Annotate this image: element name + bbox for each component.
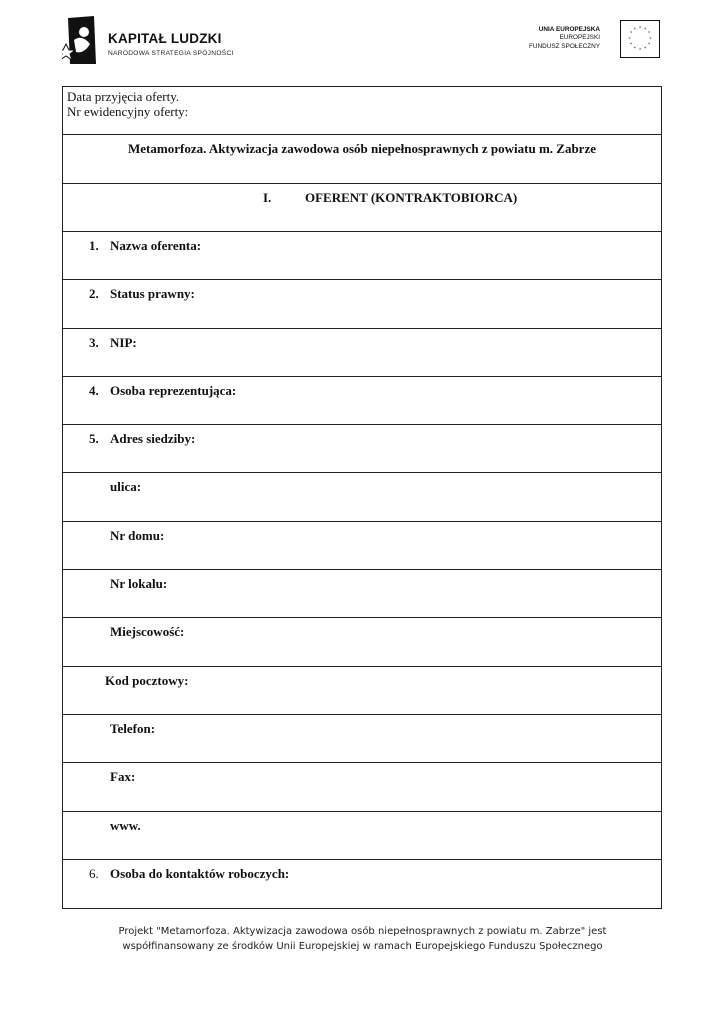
field-number: 5. [89, 431, 99, 447]
eu-logo [520, 20, 660, 60]
section-title: OFERENT (KONTRAKTOBIORCA) [305, 190, 518, 205]
svg-text:*: * [647, 31, 651, 37]
field-label: Nazwa oferenta: [110, 238, 202, 253]
field-row-contact-person[interactable] [63, 860, 661, 908]
field-row-representative[interactable] [63, 377, 661, 425]
footer-line-2: współfinansowany ze środków Unii Europejskiej w ramach Europejskiego Funduszu Społecznego [122, 941, 603, 952]
svg-text:*: * [633, 27, 636, 33]
field-row-www[interactable] [63, 812, 661, 860]
field-row-address [63, 425, 661, 473]
project-title: Metamorfoza. Aktywizacja zawodowa osób niepełnosprawnych z powiatu m. Zabrze [128, 141, 596, 156]
svg-text:*: * [638, 48, 642, 54]
footer-line-1: Projekt "Metamorfoza. Aktywizacja zawodowa osób niepełnosprawnych z powiatu m. Zabrze" jest [118, 926, 607, 937]
logo-subtitle: NARODOWA STRATEGIA SPÓJNOŚCI [108, 50, 234, 57]
record-number-label: Nr ewidencyjny oferty: [67, 104, 189, 119]
field-label: Adres siedziby: [110, 431, 196, 447]
section-header-row [63, 184, 661, 232]
field-row-city[interactable] [63, 618, 661, 666]
field-number: 1. [89, 238, 99, 253]
svg-text:*: * [633, 46, 636, 52]
field-label: Telefon: [110, 720, 156, 736]
field-label: www. [110, 817, 141, 833]
date-received-label: Data przyjęcia oferty. [67, 89, 180, 104]
svg-text:*: * [647, 43, 651, 49]
svg-text:*: * [644, 27, 647, 33]
field-label: Kod pocztowy: [105, 672, 189, 688]
page-footer [0, 924, 725, 954]
field-row-name[interactable] [63, 232, 661, 280]
field-label: Fax: [110, 769, 136, 785]
field-row-fax[interactable] [63, 763, 661, 811]
field-label: Nr lokalu: [110, 576, 168, 592]
project-title-row [63, 135, 661, 184]
field-row-phone[interactable] [63, 715, 661, 763]
eu-line-2: EUROPEJSKI [559, 34, 600, 42]
eu-flag-icon [620, 20, 660, 58]
field-number: 3. [89, 334, 99, 350]
field-label: Osoba do kontaktów roboczych: [110, 865, 290, 881]
field-row-legal-status[interactable] [63, 280, 661, 328]
offer-form-table [62, 86, 662, 909]
svg-text:*: * [629, 43, 633, 49]
field-row-nip[interactable] [63, 329, 661, 377]
field-label: Nr domu: [110, 527, 165, 543]
field-number: 2. [89, 286, 99, 302]
page-header [0, 8, 725, 72]
svg-text:*: * [628, 37, 631, 43]
offer-meta-row [63, 87, 661, 135]
field-label: Osoba reprezentująca: [110, 382, 237, 398]
field-number: 6. [89, 865, 99, 881]
eu-line-1: UNIA EUROPEJSKA [538, 26, 600, 33]
svg-text:*: * [649, 37, 652, 43]
field-row-street[interactable] [63, 473, 661, 521]
field-label: NIP: [110, 334, 137, 350]
field-row-postal-code[interactable] [63, 667, 661, 715]
svg-text:*: * [638, 26, 642, 32]
field-label: Miejscowość: [110, 624, 185, 640]
field-row-apartment-number[interactable] [63, 570, 661, 618]
svg-text:*: * [629, 31, 633, 37]
section-number: I. [263, 190, 272, 205]
svg-text:*: * [644, 46, 647, 52]
field-label: ulica: [110, 479, 142, 495]
field-row-house-number[interactable] [63, 522, 661, 570]
field-number: 4. [89, 382, 99, 398]
eu-line-3: FUNDUSZ SPOŁECZNY [528, 42, 600, 50]
kapital-ludzki-logo [62, 14, 242, 70]
eu-text [529, 26, 600, 51]
logo-title: KAPITAŁ LUDZKI [108, 31, 222, 46]
kapital-ludzki-emblem-icon [62, 14, 100, 66]
field-label: Status prawny: [110, 286, 195, 302]
